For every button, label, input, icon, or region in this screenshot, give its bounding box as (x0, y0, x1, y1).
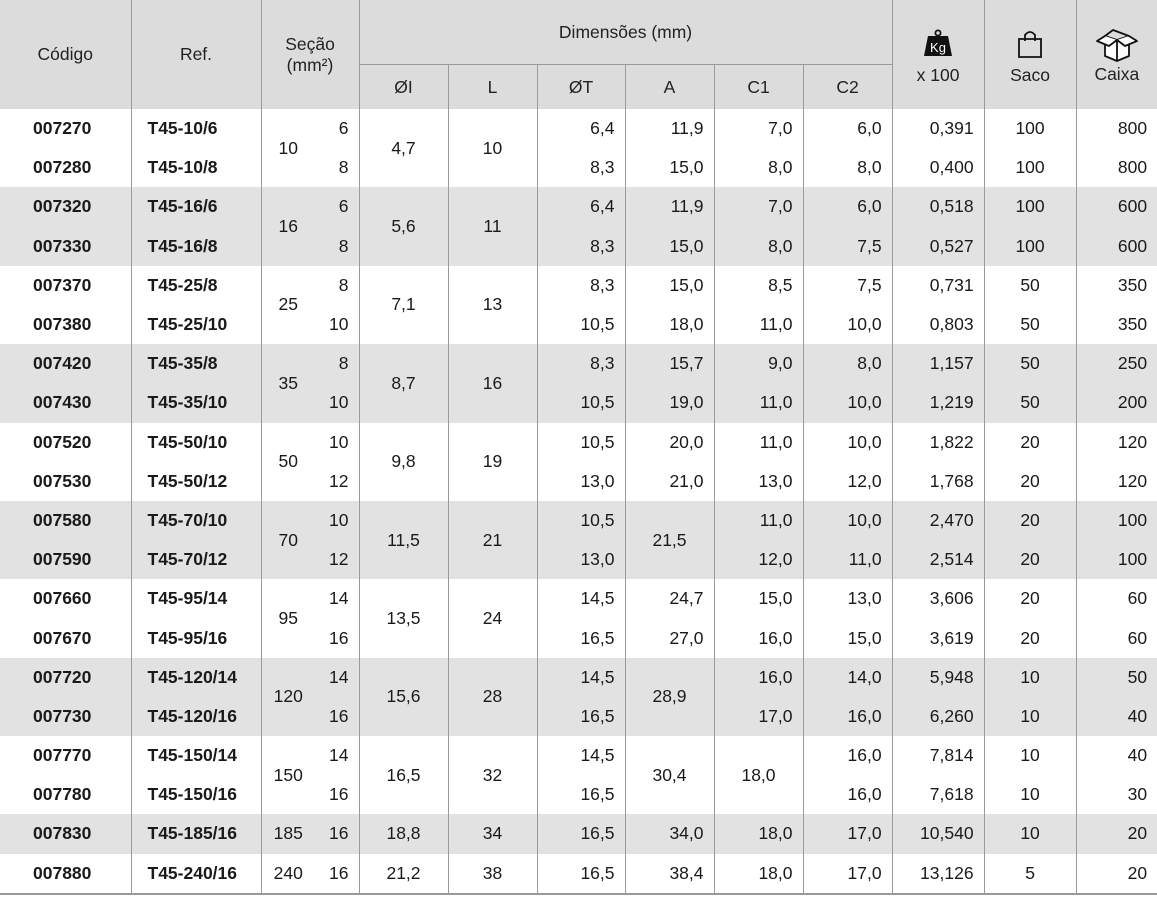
header-caixa-label: Caixa (1094, 64, 1140, 84)
header-dim-l: L (448, 65, 537, 110)
cell-secao: 240 (261, 854, 315, 894)
cell-saco: 100 (984, 148, 1076, 187)
cell-l: 28 (448, 658, 537, 736)
cell-codigo: 007780 (33, 784, 92, 805)
cell-kg: 7,814 (892, 736, 984, 775)
table-row (0, 344, 1157, 383)
cell-c1: 8,5 (714, 266, 803, 305)
cell-c2: 16,0 (803, 736, 892, 775)
cell-oi: 21,2 (359, 854, 448, 894)
cell-codigo: 007270 (33, 118, 92, 139)
cell-kg: 3,606 (892, 579, 984, 618)
cell-ref: T45-50/12 (131, 462, 261, 501)
cell-kg: 1,157 (892, 344, 984, 383)
header-secao (261, 0, 359, 109)
cell-c1: 11,0 (714, 305, 803, 344)
cell-c2: 17,0 (803, 854, 892, 894)
cell-codigo: 007520 (33, 431, 92, 452)
cell-ot: 16,5 (537, 775, 625, 814)
table-row (0, 187, 1157, 226)
cell-ref: T45-95/16 (131, 618, 261, 657)
cell-kg: 1,768 (892, 462, 984, 501)
table-row (0, 736, 1157, 775)
cell-ot: 14,5 (537, 658, 625, 697)
header-saco (984, 0, 1076, 109)
cell-diameter: 16 (315, 854, 359, 894)
cell-codigo: 007830 (0, 814, 131, 853)
cell-secao: 120 (261, 658, 315, 736)
cell-oi: 16,5 (359, 736, 448, 814)
cell-ref: T45-35/10 (131, 383, 261, 422)
cell-ref: T45-10/6 (131, 109, 261, 148)
cell-ot: 16,5 (537, 697, 625, 736)
cell-saco: 10 (984, 775, 1076, 814)
cell-c1: 18,0 (714, 736, 803, 814)
cell-c2: 16,0 (803, 697, 892, 736)
cell-codigo: 007280 (33, 157, 92, 178)
cell-secao: 16 (261, 187, 315, 265)
cell-ref: T45-16/8 (131, 227, 261, 266)
cell-c1: 18,0 (714, 814, 803, 853)
cell-l: 11 (448, 187, 537, 265)
header-kg (892, 0, 984, 109)
cell-caixa: 800 (1076, 148, 1157, 187)
cell-c2: 17,0 (803, 814, 892, 853)
cell-secao: 150 (261, 736, 315, 814)
cell-caixa: 20 (1076, 854, 1157, 894)
cell-l: 24 (448, 579, 537, 657)
cell-saco: 20 (984, 462, 1076, 501)
table-row (0, 266, 1157, 305)
cell-c1: 8,0 (714, 227, 803, 266)
cell-ref: T45-240/16 (131, 854, 261, 894)
cell-c1: 16,0 (714, 618, 803, 657)
cell-oi: 4,7 (359, 109, 448, 187)
cell-saco: 100 (984, 109, 1076, 148)
cell-caixa: 250 (1076, 344, 1157, 383)
cell-a: 20,0 (625, 423, 714, 462)
cell-codigo: 007730 (0, 697, 131, 736)
table-row (0, 305, 1157, 344)
cell-ot: 13,0 (537, 540, 625, 579)
cell-c2: 13,0 (803, 579, 892, 618)
table-row (0, 148, 1157, 187)
cell-c2: 6,0 (803, 187, 892, 226)
cell-oi: 8,7 (359, 344, 448, 422)
cell-diameter: 8 (315, 344, 359, 383)
table-row (0, 109, 1157, 148)
cell-secao: 70 (261, 501, 315, 579)
cell-saco: 10 (984, 736, 1076, 775)
cell-codigo: 007320 (0, 187, 131, 226)
cell-a: 30,4 (625, 736, 714, 814)
weight-icon (893, 29, 984, 57)
cell-kg: 7,618 (892, 775, 984, 814)
table-row (0, 423, 1157, 462)
cell-caixa: 350 (1076, 305, 1157, 344)
header-secao-line1: Seção (285, 33, 335, 54)
cell-ref: T45-10/8 (131, 148, 261, 187)
table-row (0, 618, 1157, 657)
cell-saco: 20 (984, 540, 1076, 579)
cell-saco: 10 (984, 814, 1076, 853)
cell-saco: 20 (984, 618, 1076, 657)
cell-ref: T45-95/14 (131, 579, 261, 618)
cell-secao: 185 (261, 814, 315, 853)
cell-diameter: 16 (329, 627, 349, 648)
cell-diameter: 16 (329, 784, 349, 805)
cell-saco: 50 (984, 383, 1076, 422)
cell-a: 28,9 (625, 658, 714, 736)
cell-ot: 10,5 (537, 305, 625, 344)
cell-c1: 11,0 (714, 501, 803, 540)
cell-diameter: 12 (329, 470, 349, 491)
cell-oi: 13,5 (359, 579, 448, 657)
cell-saco: 100 (984, 187, 1076, 226)
table-row (0, 854, 1157, 894)
cell-oi: 9,8 (359, 423, 448, 501)
header-kg-label: x 100 (916, 65, 960, 85)
cell-ot: 6,4 (537, 187, 625, 226)
cell-ot: 6,4 (537, 109, 625, 148)
cell-caixa: 600 (1076, 187, 1157, 226)
cell-c2: 11,0 (803, 540, 892, 579)
cell-c2: 10,0 (803, 501, 892, 540)
cell-codigo: 007430 (0, 383, 131, 422)
cell-c2: 10,0 (803, 383, 892, 422)
header-dim-a: A (625, 65, 714, 110)
cell-c1: 13,0 (714, 462, 803, 501)
cell-a: 34,0 (625, 814, 714, 853)
cell-c1: 15,0 (714, 579, 803, 618)
cell-c1: 11,0 (714, 383, 803, 422)
cell-kg: 1,219 (892, 383, 984, 422)
cell-diameter: 14 (329, 745, 349, 766)
cell-c1: 12,0 (714, 540, 803, 579)
cell-secao: 35 (261, 344, 315, 422)
cell-diameter: 8 (338, 274, 349, 295)
cell-ref: T45-35/8 (131, 344, 261, 383)
svg-text:Kg: Kg (930, 40, 947, 55)
cell-diameter: 8 (338, 157, 349, 178)
cell-diameter: 6 (315, 187, 359, 226)
cell-codigo: 007380 (33, 314, 92, 335)
cell-caixa: 600 (1076, 227, 1157, 266)
cell-a: 11,9 (625, 187, 714, 226)
cell-codigo: 007420 (0, 344, 131, 383)
cell-ot: 8,3 (537, 148, 625, 187)
cell-codigo: 007580 (0, 501, 131, 540)
cell-caixa: 30 (1076, 775, 1157, 814)
cell-oi: 15,6 (359, 658, 448, 736)
cell-a: 11,9 (625, 109, 714, 148)
cell-ref: T45-70/12 (131, 540, 261, 579)
cell-diameter: 8 (315, 227, 359, 266)
cell-a: 15,0 (625, 227, 714, 266)
cell-a: 21,0 (625, 462, 714, 501)
cell-caixa: 100 (1076, 501, 1157, 540)
cell-c1: 18,0 (714, 854, 803, 894)
cell-caixa: 120 (1076, 462, 1157, 501)
cell-caixa: 50 (1076, 658, 1157, 697)
cell-oi: 5,6 (359, 187, 448, 265)
cell-codigo: 007590 (0, 540, 131, 579)
cell-c2: 16,0 (803, 775, 892, 814)
cell-kg: 0,527 (892, 227, 984, 266)
cell-diameter: 12 (315, 540, 359, 579)
cell-ref: T45-16/6 (131, 187, 261, 226)
cell-codigo: 007770 (33, 745, 92, 766)
cell-caixa: 200 (1076, 383, 1157, 422)
header-codigo: Código (0, 0, 131, 109)
cell-ot: 16,5 (537, 618, 625, 657)
cell-saco: 5 (984, 854, 1076, 894)
cell-l: 13 (448, 266, 537, 344)
table-row (0, 579, 1157, 618)
cell-codigo: 007880 (0, 854, 131, 894)
cell-ref: T45-25/8 (131, 266, 261, 305)
cell-c2: 10,0 (803, 305, 892, 344)
cell-kg: 1,822 (892, 423, 984, 462)
cell-kg: 0,400 (892, 148, 984, 187)
cell-saco: 100 (984, 227, 1076, 266)
cell-diameter: 10 (315, 383, 359, 422)
cell-diameter: 10 (329, 314, 349, 335)
cell-l: 19 (448, 423, 537, 501)
cell-c1: 9,0 (714, 344, 803, 383)
header-dimensoes: Dimensões (mm) (359, 0, 892, 65)
cell-c2: 15,0 (803, 618, 892, 657)
header-saco-label: Saco (1010, 65, 1050, 85)
cell-codigo: 007720 (0, 658, 131, 697)
cell-ref: T45-70/10 (131, 501, 261, 540)
cell-codigo: 007530 (33, 470, 92, 491)
cell-ot: 16,5 (537, 854, 625, 894)
cell-c1: 17,0 (714, 697, 803, 736)
cell-caixa: 120 (1076, 423, 1157, 462)
table-body (0, 109, 1157, 894)
cell-a: 24,7 (625, 579, 714, 618)
cell-a: 19,0 (625, 383, 714, 422)
cell-secao: 10 (261, 109, 315, 187)
table-row (0, 540, 1157, 579)
cell-diameter: 10 (315, 501, 359, 540)
cell-oi: 18,8 (359, 814, 448, 853)
cell-c1: 8,0 (714, 148, 803, 187)
cell-diameter: 16 (315, 814, 359, 853)
cell-ot: 13,0 (537, 462, 625, 501)
cell-saco: 10 (984, 658, 1076, 697)
cell-saco: 20 (984, 501, 1076, 540)
cell-ref: T45-120/16 (131, 697, 261, 736)
cell-saco: 50 (984, 266, 1076, 305)
cell-codigo: 007330 (0, 227, 131, 266)
table-row (0, 775, 1157, 814)
cell-diameter: 16 (315, 697, 359, 736)
cell-c2: 8,0 (803, 344, 892, 383)
header-ref: Ref. (131, 0, 261, 109)
cell-diameter: 14 (315, 658, 359, 697)
cell-ref: T45-150/14 (131, 736, 261, 775)
table-row (0, 658, 1157, 697)
cell-kg: 0,518 (892, 187, 984, 226)
cell-ot: 8,3 (537, 227, 625, 266)
cell-ref: T45-25/10 (131, 305, 261, 344)
cell-a: 18,0 (625, 305, 714, 344)
cell-c2: 10,0 (803, 423, 892, 462)
table-row (0, 383, 1157, 422)
cell-kg: 6,260 (892, 697, 984, 736)
cell-a: 27,0 (625, 618, 714, 657)
cell-c2: 6,0 (803, 109, 892, 148)
header-caixa (1076, 0, 1157, 109)
cell-secao: 25 (261, 266, 315, 344)
cell-ref: T45-185/16 (131, 814, 261, 853)
header-secao-line2: (mm²) (286, 54, 334, 75)
cell-caixa: 350 (1076, 266, 1157, 305)
cell-ref: T45-150/16 (131, 775, 261, 814)
cell-c2: 12,0 (803, 462, 892, 501)
cell-oi: 11,5 (359, 501, 448, 579)
cell-ot: 10,5 (537, 383, 625, 422)
cell-ot: 10,5 (537, 501, 625, 540)
cell-c1: 11,0 (714, 423, 803, 462)
cell-l: 21 (448, 501, 537, 579)
cell-ot: 16,5 (537, 814, 625, 853)
table-row (0, 697, 1157, 736)
cell-ot: 8,3 (537, 266, 625, 305)
cell-l: 10 (448, 109, 537, 187)
cell-kg: 3,619 (892, 618, 984, 657)
cell-kg: 2,470 (892, 501, 984, 540)
cell-caixa: 40 (1076, 736, 1157, 775)
cell-c2: 14,0 (803, 658, 892, 697)
cell-caixa: 40 (1076, 697, 1157, 736)
header-dim-c1: C1 (714, 65, 803, 110)
cell-saco: 50 (984, 344, 1076, 383)
cell-kg: 2,514 (892, 540, 984, 579)
cell-caixa: 60 (1076, 579, 1157, 618)
cell-saco: 10 (984, 697, 1076, 736)
cell-ot: 8,3 (537, 344, 625, 383)
cell-codigo: 007670 (33, 627, 92, 648)
cell-saco: 50 (984, 305, 1076, 344)
cell-kg: 10,540 (892, 814, 984, 853)
header-dim-oi: ØI (359, 65, 448, 110)
cell-diameter: 10 (329, 431, 349, 452)
bag-icon (985, 29, 1076, 59)
cell-a: 38,4 (625, 854, 714, 894)
cell-kg: 0,391 (892, 109, 984, 148)
cell-a: 21,5 (625, 501, 714, 579)
cell-caixa: 800 (1076, 109, 1157, 148)
cell-caixa: 100 (1076, 540, 1157, 579)
cell-diameter: 14 (329, 588, 349, 609)
cell-secao: 95 (261, 579, 315, 657)
cell-l: 16 (448, 344, 537, 422)
cell-a: 15,0 (625, 148, 714, 187)
cell-l: 34 (448, 814, 537, 853)
cell-saco: 20 (984, 423, 1076, 462)
table-row (0, 462, 1157, 501)
table-row (0, 501, 1157, 540)
header-dim-c2: C2 (803, 65, 892, 110)
cell-c1: 7,0 (714, 187, 803, 226)
cell-a: 15,7 (625, 344, 714, 383)
cell-c2: 7,5 (803, 266, 892, 305)
cell-caixa: 20 (1076, 814, 1157, 853)
cell-c1: 7,0 (714, 109, 803, 148)
cell-kg: 5,948 (892, 658, 984, 697)
cell-ref: T45-120/14 (131, 658, 261, 697)
cell-ot: 14,5 (537, 736, 625, 775)
box-icon (1077, 28, 1157, 62)
cell-a: 15,0 (625, 266, 714, 305)
cell-saco: 20 (984, 579, 1076, 618)
cell-codigo: 007370 (33, 274, 92, 295)
cell-codigo: 007660 (33, 588, 92, 609)
table-row (0, 227, 1157, 266)
cell-l: 38 (448, 854, 537, 894)
table-row (0, 814, 1157, 853)
cell-oi: 7,1 (359, 266, 448, 344)
cell-secao: 50 (261, 423, 315, 501)
cell-kg: 0,731 (892, 266, 984, 305)
cell-ref: T45-50/10 (131, 423, 261, 462)
cell-kg: 13,126 (892, 854, 984, 894)
cell-caixa: 60 (1076, 618, 1157, 657)
cell-kg: 0,803 (892, 305, 984, 344)
cell-diameter: 6 (338, 118, 349, 139)
cell-c2: 8,0 (803, 148, 892, 187)
cell-l: 32 (448, 736, 537, 814)
cell-c2: 7,5 (803, 227, 892, 266)
header-dim-ot: ØT (537, 65, 625, 110)
cell-ot: 14,5 (537, 579, 625, 618)
cell-ot: 10,5 (537, 423, 625, 462)
cell-c1: 16,0 (714, 658, 803, 697)
